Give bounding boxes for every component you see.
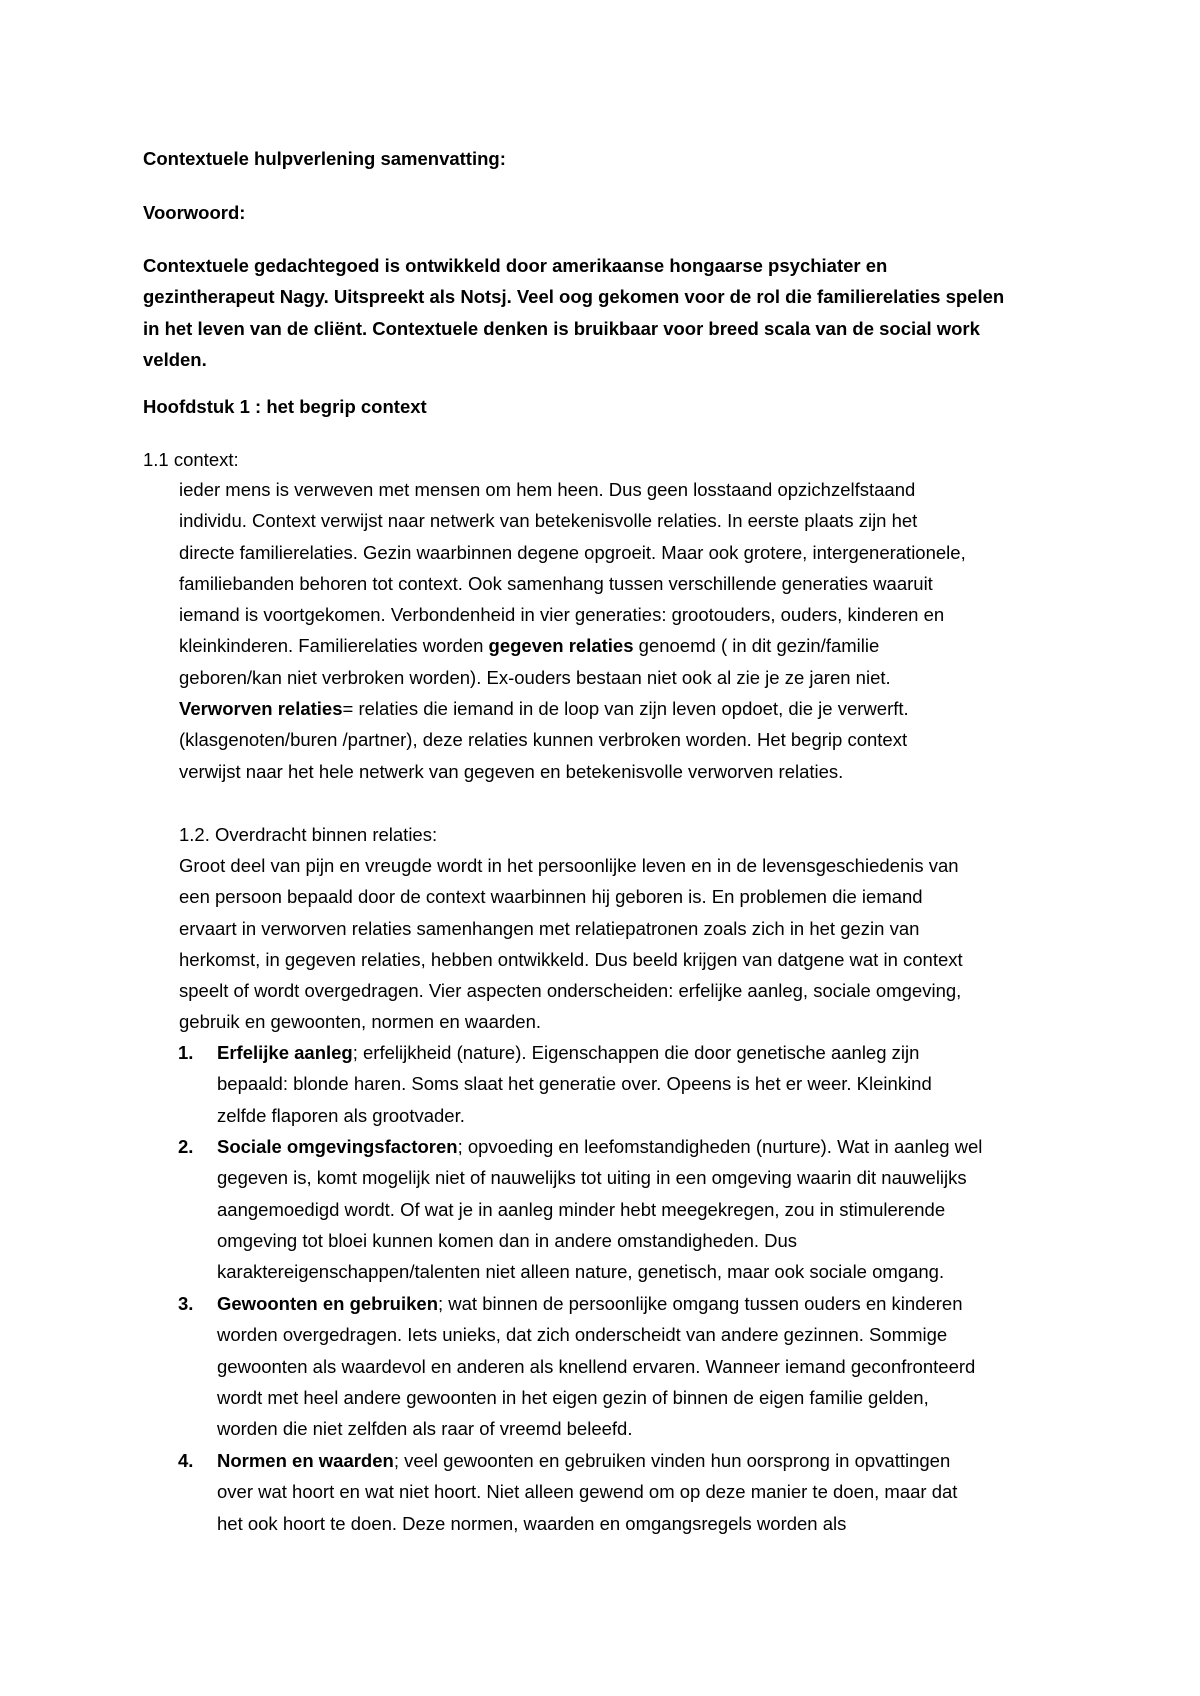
text-line: Contextuele gedachtegoed is ontwikkeld door amerikaanse hongaarse psychiater en <box>143 255 888 276</box>
text-line: verwijst naar het hele netwerk van gegeven en betekenisvolle verworven relaties. <box>179 760 844 782</box>
text-line: over wat hoort en wat niet hoort. Niet alleen gewend om op deze manier te doen, maar dat <box>217 1481 958 1503</box>
term-verworven-relaties: Verworven relaties <box>179 698 343 720</box>
section-1-1-heading: 1.1 context: <box>143 449 239 470</box>
text-line: Sociale omgevingsfactoren; opvoeding en leefomstandigheden (nurture). Wat in aanleg wel <box>217 1136 983 1157</box>
text-line: wordt met heel andere gewoonten in het eigen gezin of binnen de eigen familie gelden, <box>217 1386 929 1408</box>
text-line: het ook hoort te doen. Deze normen, waarden en omgangsregels worden als <box>217 1512 847 1534</box>
text-line: geboren/kan niet verbroken worden). Ex-ouders bestaan niet ook al zie je ze jaren niet. <box>179 666 891 688</box>
text-line: iemand is voortgekomen. Verbondenheid in vier generaties: grootouders, ouders, kinderen en <box>179 604 945 626</box>
text-line: individu. Context verwijst naar netwerk van betekenisvolle relaties. In eerste plaats zijn het <box>179 510 918 532</box>
text-line: ieder mens is verweven met mensen om hem heen. Dus geen losstaand opzichzelfstaand <box>179 479 916 500</box>
text-line: in het leven van de cliënt. Contextuele denken is bruikbaar voor breed scala van de social work <box>143 317 980 339</box>
text-line: een persoon bepaald door de context waarbinnen hij geboren is. En problemen die iemand <box>179 886 923 908</box>
text-line: ervaart in verworven relaties samenhangen met relatiepatronen zoals zich in het gezin van <box>179 917 920 939</box>
list-item-term: Erfelijke aanleg <box>217 1042 353 1063</box>
text-line: velden. <box>143 348 207 370</box>
text-line: Groot deel van pijn en vreugde wordt in het persoonlijke leven en in de levensgeschiedenis van <box>179 855 959 876</box>
text-line: gewoonten als waardevol en anderen als knellend ervaren. Wanneer iemand geconfronteerd <box>217 1355 976 1377</box>
text-line: omgeving tot bloei kunnen komen dan in andere omstandigheden. Dus <box>217 1229 798 1251</box>
voorwoord-paragraph <box>143 250 1004 375</box>
text-line: gezintherapeut Nagy. Uitspreekt als Notsj. Veel oog gekomen voor de rol die familierelaties spelen <box>143 286 1005 308</box>
text-line: Verworven relaties= relaties die iemand in de loop van zijn leven opdoet, die je verwerft. <box>179 698 909 720</box>
list-item-sociale-omgevingsfactoren <box>217 1131 1097 1287</box>
list-item-normen-en-waarden <box>217 1445 1097 1539</box>
list-item-gewoonten-en-gebruiken <box>217 1288 1097 1444</box>
text-line: familiebanden behoren tot context. Ook samenhang tussen verschillende generaties waaruit <box>179 572 933 594</box>
text-line: directe familierelaties. Gezin waarbinnen degene opgroeit. Maar ook grotere, intergenerationele, <box>179 541 966 563</box>
text-line: Erfelijke aanleg; erfelijkheid (nature). Eigenschappen die door genetische aanleg zijn <box>217 1042 920 1063</box>
list-item-term: Normen en waarden <box>217 1450 394 1471</box>
text-line: bepaald: blonde haren. Soms slaat het generatie over. Opeens is het er weer. Kleinkind <box>217 1073 932 1095</box>
text-line: herkomst, in gegeven relaties, hebben ontwikkeld. Dus beeld krijgen van datgene wat in context <box>179 948 963 970</box>
voorwoord-heading: Voorwoord: <box>143 202 246 223</box>
text-line: gebruik en gewoonten, normen en waarden. <box>179 1011 542 1033</box>
text-line: karaktereigenschappen/talenten niet alleen nature, genetisch, maar ook sociale omgang. <box>217 1261 945 1283</box>
term-gegeven-relaties: gegeven relaties <box>488 635 634 657</box>
chapter-1-heading: Hoofdstuk 1 : het begrip context <box>143 396 427 417</box>
text-line: kleinkinderen. Familierelaties worden gegeven relaties genoemd ( in dit gezin/familie <box>179 635 880 657</box>
section-1-2-paragraph <box>179 850 1079 1038</box>
section-1-2-heading: 1.2. Overdracht binnen relaties: <box>179 824 438 845</box>
text-line: worden overgedragen. Iets unieks, dat zich onderscheidt van andere gezinnen. Sommige <box>217 1324 948 1346</box>
text-line: Gewoonten en gebruiken; wat binnen de persoonlijke omgang tussen ouders en kinderen <box>217 1293 963 1314</box>
list-number: 3. <box>178 1293 194 1314</box>
text-line: speelt of wordt overgedragen. Vier aspecten onderscheiden: erfelijke aanleg, sociale omgeving, <box>179 980 962 1002</box>
text-line: zelfde flaporen als grootvader. <box>217 1104 465 1126</box>
text-line: Normen en waarden; veel gewoonten en gebruiken vinden hun oorsprong in opvattingen <box>217 1450 951 1471</box>
document-title: Contextuele hulpverlening samenvatting: <box>143 148 506 169</box>
text-line: worden die niet zelfden als raar of vreemd beleefd. <box>217 1418 633 1440</box>
section-1-1-paragraph <box>179 474 1079 787</box>
list-item-term: Gewoonten en gebruiken <box>217 1293 438 1314</box>
list-number: 1. <box>178 1042 194 1063</box>
list-number: 4. <box>178 1450 194 1471</box>
list-item-term: Sociale omgevingsfactoren <box>217 1136 458 1157</box>
list-number: 2. <box>178 1136 194 1157</box>
text-line: gegeven is, komt mogelijk niet of nauwelijks tot uiting in een omgeving waarin dit nauwelijks <box>217 1167 967 1189</box>
list-item-erfelijke-aanleg <box>217 1037 1097 1131</box>
text-line: (klasgenoten/buren /partner), deze relaties kunnen verbroken worden. Het begrip context <box>179 729 908 751</box>
text-line: aangemoedigd wordt. Of wat je in aanleg minder hebt meegekregen, zou in stimulerende <box>217 1198 946 1220</box>
